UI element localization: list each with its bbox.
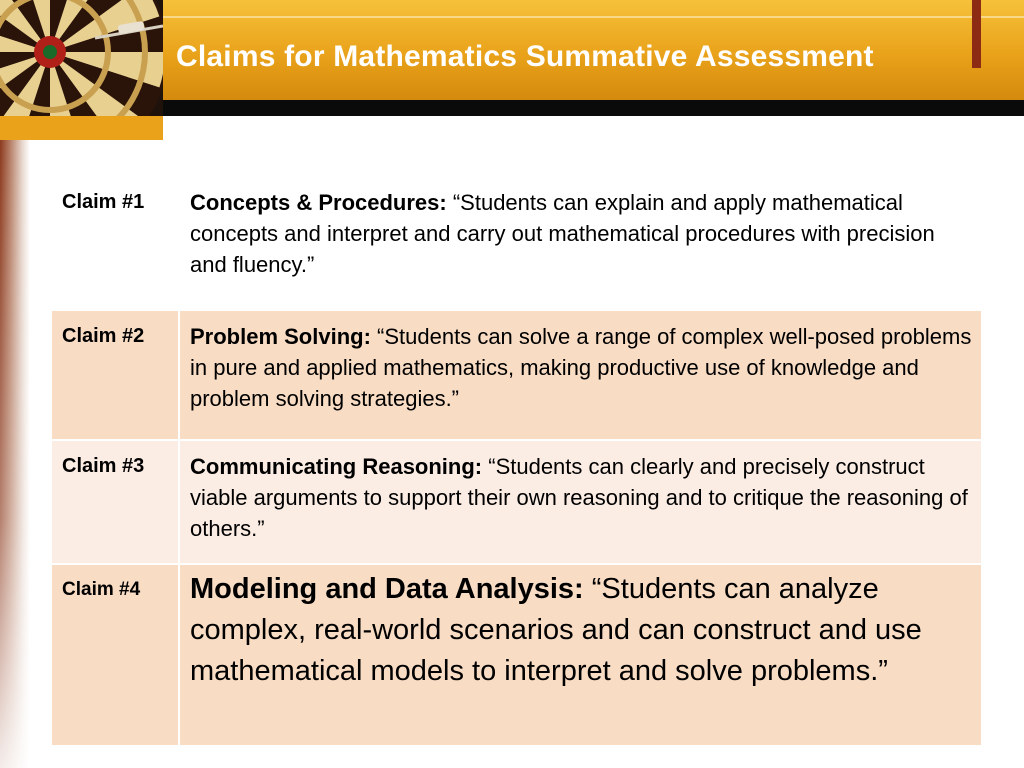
left-gradient-strip — [0, 138, 30, 768]
claim-id: Claim #3 — [52, 440, 179, 564]
page-title: Claims for Mathematics Summative Assessment — [176, 40, 874, 73]
claim-name: Problem Solving: — [190, 324, 371, 349]
claim-text: “Students can analyze complex, real-world scenarios and can construct and use mathematical models to interpret and solve problems.” — [190, 573, 922, 687]
claim-description — [179, 310, 981, 440]
claim-text: “Students can explain and apply mathematical concepts and interpret and carry out mathematical procedures with precision and fluency.” — [190, 190, 935, 277]
claim-id: Claim #1 — [52, 177, 179, 310]
claims-table — [52, 177, 981, 745]
header-gold-block — [0, 116, 163, 140]
header-black-bar — [163, 100, 1024, 116]
claim-text: “Students can clearly and precisely construct viable arguments to support their own reasoning and to critique the reasoning of others.” — [190, 454, 968, 541]
table-row — [52, 564, 981, 745]
claim-text: “Students can solve a range of complex well-posed problems in pure and applied mathematics, making productive use of knowledge and problem solving strategies.” — [190, 324, 972, 411]
dartboard-image — [0, 0, 163, 116]
table-row — [52, 310, 981, 440]
claim-description — [179, 440, 981, 564]
claim-description — [179, 177, 981, 310]
header-vertical-accent — [972, 0, 981, 68]
table-row — [52, 177, 981, 310]
claim-name: Communicating Reasoning: — [190, 454, 483, 479]
claim-name: Modeling and Data Analysis: — [190, 573, 584, 605]
claim-id: Claim #2 — [52, 310, 179, 440]
header-top-line — [163, 16, 1024, 18]
table-row — [52, 440, 981, 564]
claim-name: Concepts & Procedures: — [190, 190, 447, 215]
claim-description — [179, 564, 981, 745]
claim-id: Claim #4 — [52, 564, 179, 745]
